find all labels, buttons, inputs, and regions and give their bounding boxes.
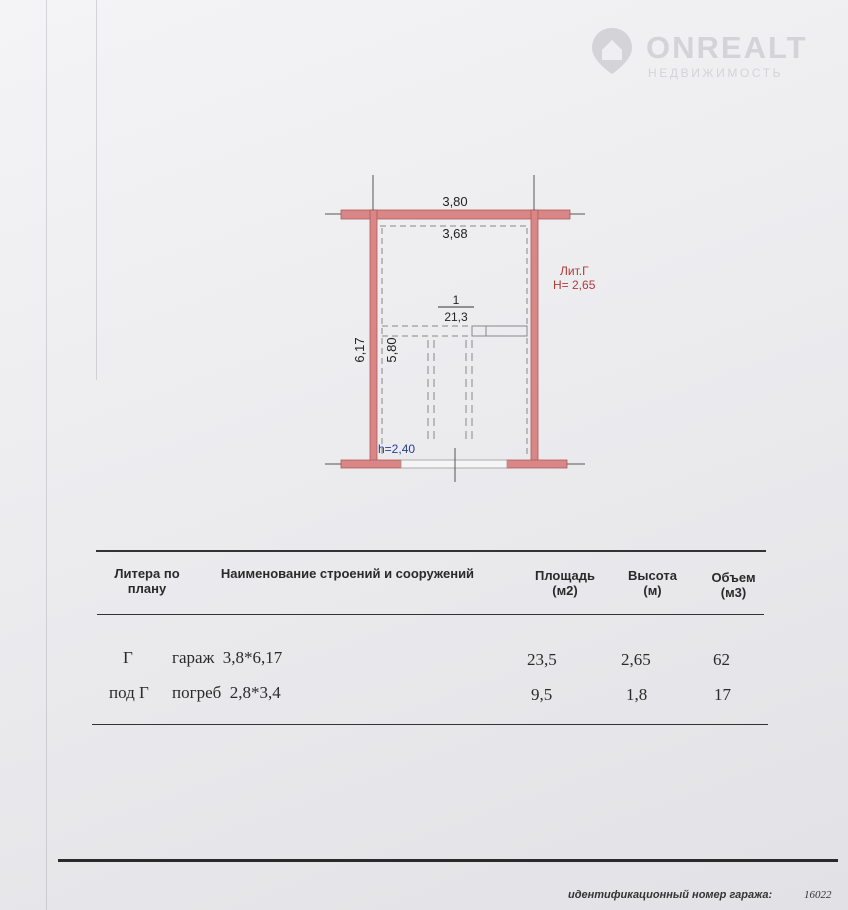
header-height-line2: (м) [643,583,662,598]
row2-volume: 17 [714,685,731,704]
header-height [615,568,690,598]
table-header-rule [97,614,764,615]
room-number-label: 1 [452,293,460,307]
left-wall [370,210,377,462]
row2-name: погреб 2,8*3,4 [172,683,281,702]
inner-width-label: 3,68 [442,226,468,241]
row2-area: 9,5 [531,685,553,704]
footer-rule [58,859,838,862]
header-height-line1: Высота [628,568,677,583]
row1-volume: 62 [713,650,730,669]
bottom-wall-right [507,460,567,468]
height-label: H= 2,65 [553,278,596,292]
header-volume [696,570,771,600]
bottom-wall-left [341,460,401,468]
liter-label: Лит.Г [560,264,589,278]
header-area-line2: (м2) [552,583,578,598]
row1-name: гараж 3,8*6,17 [172,648,283,667]
row1-liter: Г [123,648,133,667]
table-top-rule [96,550,766,552]
header-liter [102,566,192,596]
garage-id-value: 16022 [804,889,832,901]
right-wall [531,210,538,462]
watermark-brand: ONREALT [646,30,808,65]
door-height-label: h=2,40 [378,442,416,456]
outer-width-label: 3,80 [442,194,468,209]
cellar-pit [472,326,527,336]
watermark-subtitle: НЕДВИЖИМОСТЬ [648,66,784,80]
header-liter-line1: Литера по [114,566,180,581]
row1-area: 23,5 [527,650,557,669]
header-name: Наименование строений и сооружений [220,566,475,581]
row2-height: 1,8 [626,685,648,704]
header-volume-line1: Объем [711,570,756,585]
header-area [525,568,605,598]
garage-id-label: идентификационный номер гаража: [568,889,773,901]
header-area-line1: Площадь [535,568,595,583]
inner-length-label: 5,80 [384,337,399,363]
table-bottom-rule [92,724,768,725]
header-volume-line2: (м3) [720,585,747,600]
header-liter-line2: плану [127,581,167,596]
room-area-label: 21,3 [444,310,468,324]
row1-height: 2,65 [621,650,651,669]
outer-length-label: 6,17 [352,337,367,363]
door-opening [401,460,507,468]
row2-liter: под Г [109,683,149,702]
